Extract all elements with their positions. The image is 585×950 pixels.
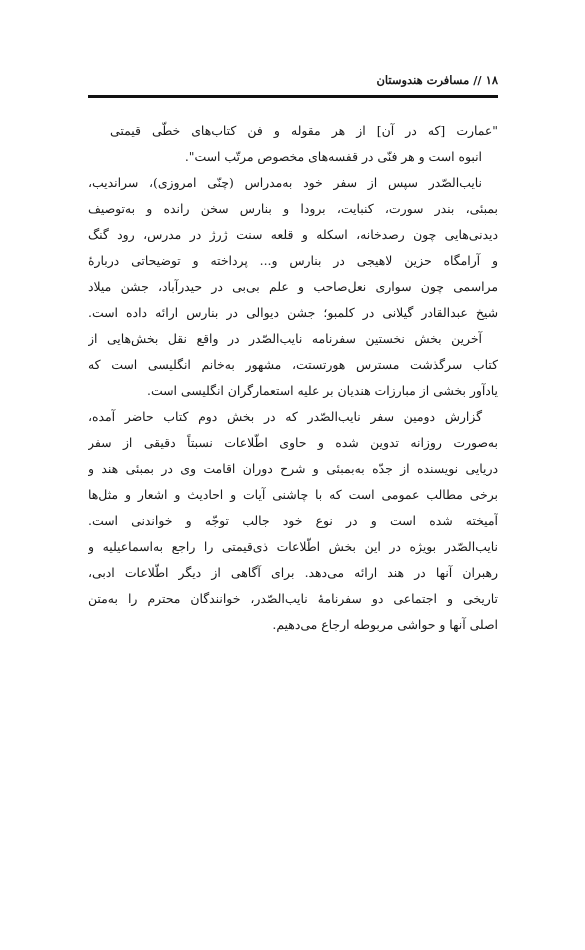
text-line: اصلی آنها و حواشی مربوطه ارجاع می‌دهیم. xyxy=(272,617,498,632)
paragraph-first-line: گزارش دومین سفر نایب‌الصّدر که در بخش دوم کتاب حاضر آمده، xyxy=(88,409,482,424)
text-line: دیدنی‌هایی چون رصدخانه، اسکله و قلعه سنت ژرژ در مدرس، رود گنگ xyxy=(88,227,498,242)
text-line: تاریخی و اجتماعی دو سفرنامهٔ نایب‌الصّدر، خوانندگان محترم را به‌متن xyxy=(88,591,498,606)
text-line: آمیخته شده است و در نوع خود جالب توجّه و خواندنی است. xyxy=(88,513,498,528)
paragraph-first-line: آخرین بخش نخستین سفرنامه نایب‌الصّدر در واقع نقل بخش‌هایی از xyxy=(88,331,482,346)
header-rule xyxy=(88,95,498,98)
text-line: به‌صورت روزانه تدوین شده و حاوی اطّلاعات نسبتاً دقیقی از سفر xyxy=(88,435,498,450)
text-line: انبوه است و هر فنّی در قفسه‌های مخصوص مرتّب است". xyxy=(184,149,482,164)
text-line: کتاب سرگذشت مسترس هورتستت، مشهور به‌خانم انگلیسی است که xyxy=(88,357,498,372)
text-line: و آرامگاه حزین لاهیجی در بنارس و... پرداخته و توضیحاتی دربارهٔ xyxy=(88,253,498,268)
text-line: شیخ عبدالقادر گیلانی در کلمبو؛ جشن دیوالی در بنارس ارائه داده است. xyxy=(88,305,498,320)
body-text xyxy=(88,118,498,638)
text-line: نایب‌الصّدر بویژه در این بخش اطّلاعات ذی‌قیمتی را راجع به‌اسماعیلیه و xyxy=(88,539,498,554)
text-line: یادآور بخشی از مبارزات هندیان بر علیه استعمارگران انگلیسی است. xyxy=(147,383,498,398)
text-line: "عمارت [که در آن] از هر مقوله و فن کتاب‌های خطّی قیمتی xyxy=(110,123,498,138)
text-line: برخی مطالب عمومی است که با چاشنی آیات و احادیث و اشعار و مثل‌ها xyxy=(88,487,498,502)
text-line: مراسمی چون سواری نعل‌صاحب و علم بی‌بی در حیدرآباد، جشن میلاد xyxy=(88,279,498,294)
running-header: ۱۸ // مسافرت هندوستان xyxy=(376,73,498,87)
text-line: رهبران آنها در هند ارائه می‌دهد. برای آگاهی از دیگر اطّلاعات ادبی، xyxy=(88,565,498,580)
paragraph-first-line: نایب‌الصّدر سپس از سفر خود به‌مدراس (چنّی امروزی)، سراندیب، xyxy=(88,175,482,190)
text-line: دریایی نویسنده از جدّه به‌بمبئی و شرح دوران اقامت وی در بمبئی هند و xyxy=(88,461,498,476)
text-line: بمبئی، بندر سورت، کنبایت، برودا و بنارس سخن رانده و به‌توصیف xyxy=(88,201,498,216)
